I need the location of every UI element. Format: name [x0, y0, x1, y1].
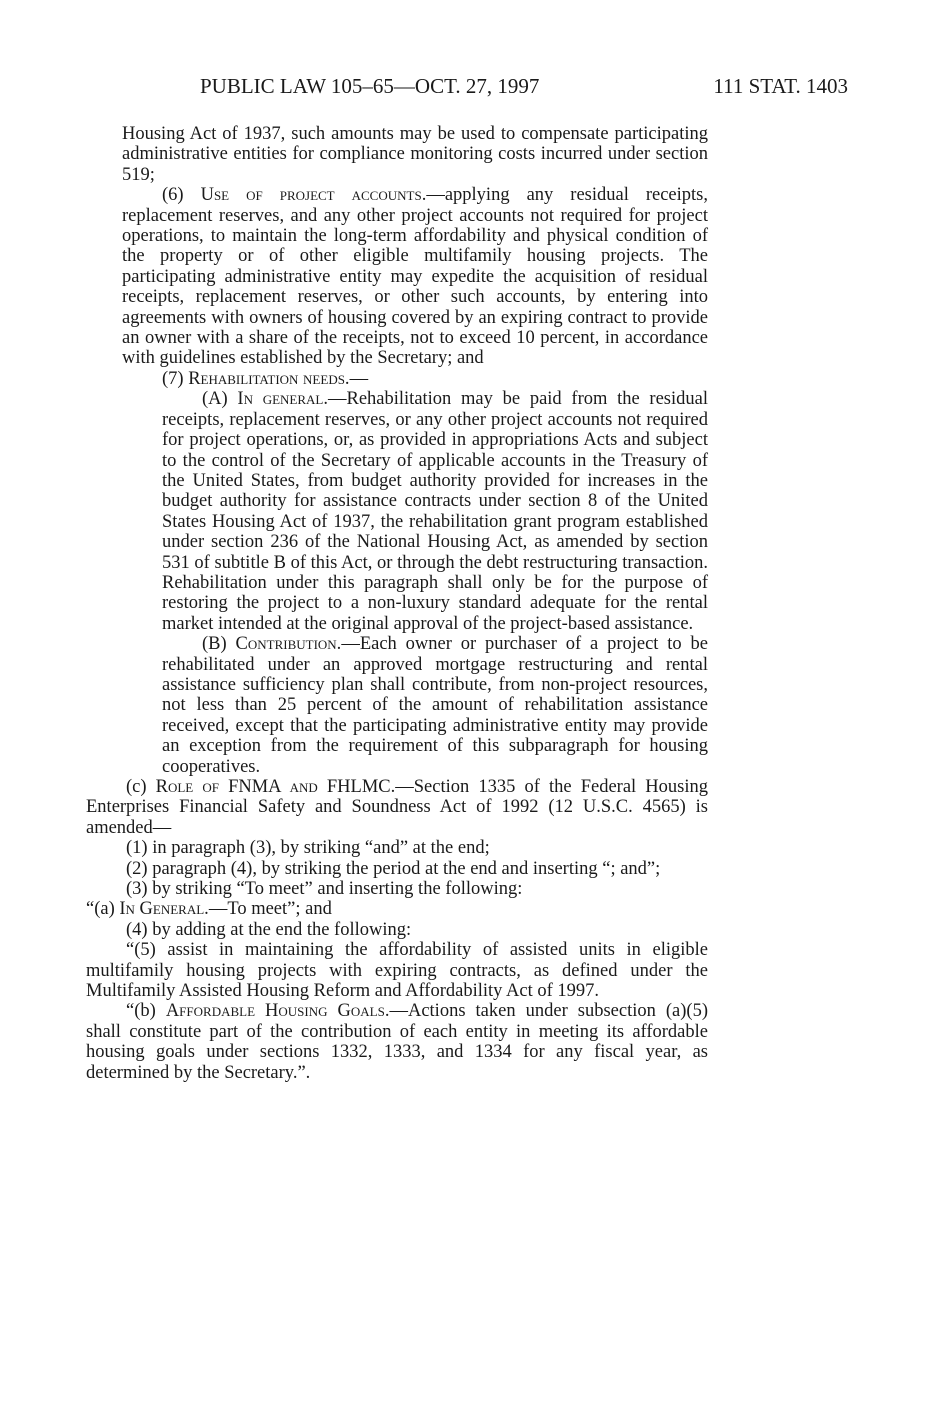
inserted-subsection-b: “(b) Affordable Housing Goals.—Actions taken under subsection (a)(5) shall constitute part of the contribution of each entity in meeting its affordable housing goals under sections 1332, 1333, and 1334 for any fiscal year, as determined by the Secretary.”.: [86, 1001, 708, 1083]
paragraph-7: (7) Rehabilitation needs.—: [162, 368, 369, 389]
inserted-paragraph-5: “(5) assist in maintaining the affordability of assisted units in eligible multifamily housing projects with expiring contracts, as defined under the Multifamily Assisted Housing Reform and Affordability Act of 1997.: [86, 940, 708, 1002]
subsection-c: (c) Role of FNMA and FHLMC.—Section 1335 of the Federal Housing Enterprises Financial Safety and Soundness Act of 1992 (12 U.S.C. 4565) is amended—: [86, 777, 708, 838]
amendment-1: (1) in paragraph (3), by striking “and” at the end;: [126, 838, 490, 859]
paragraph-6-heading: Use of project accounts.: [200, 185, 427, 206]
amendment-3-insert-heading: In General.: [119, 899, 209, 920]
subparagraph-a: (A) In general.—Rehabilitation may be paid from the residual receipts, replacement reserves, or any other project accounts not required for project operations, or, as provided in appropriations Acts and subject to the control of the Secretary of applicable accounts in the Treasury of the United States, from budget authority provided for increases in the budget authority for assistance contracts under section 8 of the United States Housing Act of 1937, the rehabilitation grant program established under section 236 of the National Housing Act, as amended by section 531 of subtitle B of this Act, or through the debt restructuring transaction. Rehabilitation under this paragraph shall only be for the purpose of restoring the project to a non-luxury standard adequate for the rental market intended at the original approval of the project-based assistance.: [162, 389, 708, 634]
paragraph-7-heading: Rehabilitation needs.: [188, 368, 350, 389]
page-header: [200, 74, 848, 102]
body-text: [86, 124, 708, 1083]
subparagraph-b-heading: Contribution.: [235, 634, 342, 655]
subparagraph-a-heading: In general.: [237, 389, 328, 410]
amendment-4: (4) by adding at the end the following:: [126, 919, 412, 940]
subparagraph-b: (B) Contribution.—Each owner or purchaser of a project to be rehabilitated under an approved mortgage restructuring and rental assistance sufficiency plan shall contribute, from non-project resources, not less than 25 percent of the amount of rehabilitation assistance received, except that the participating administrative entity may provide an exception from the requirement of this subparagraph for housing cooperatives.: [162, 634, 708, 777]
inserted-subsection-b-heading: Affordable Housing Goals.: [165, 1001, 390, 1022]
intro-paragraph: Housing Act of 1937, such amounts may be used to compensate participating administrative entities for compliance monitoring costs incurred under section 519;: [122, 124, 708, 185]
header-statute-page: 111 STAT. 1403: [713, 74, 848, 98]
subsection-c-heading: Role of FNMA and FHLMC.: [155, 777, 396, 797]
amendment-2: (2) paragraph (4), by striking the period at the end and inserting “; and”;: [126, 858, 661, 879]
amendment-3-insert: “(a) In General.—To meet”; and: [86, 899, 332, 920]
header-law-citation: PUBLIC LAW 105–65—OCT. 27, 1997: [200, 74, 540, 98]
amendment-3: (3) by striking “To meet” and inserting the following:: [126, 879, 523, 900]
paragraph-6: (6) Use of project accounts.—applying any residual receipts, replacement reserves, and any other project accounts not required for project operations, to maintain the long-term affordability and physical condition of the property or of other eligible multifamily housing projects. The participating administrative entity may expedite the acquisition of residual receipts, replacement reserves, or other such accounts, by entering into agreements with owners of housing covered by an expiring contract to provide an owner with a share of the receipts, not to exceed 10 percent, in accordance with guidelines established by the Secretary; and: [122, 185, 708, 369]
